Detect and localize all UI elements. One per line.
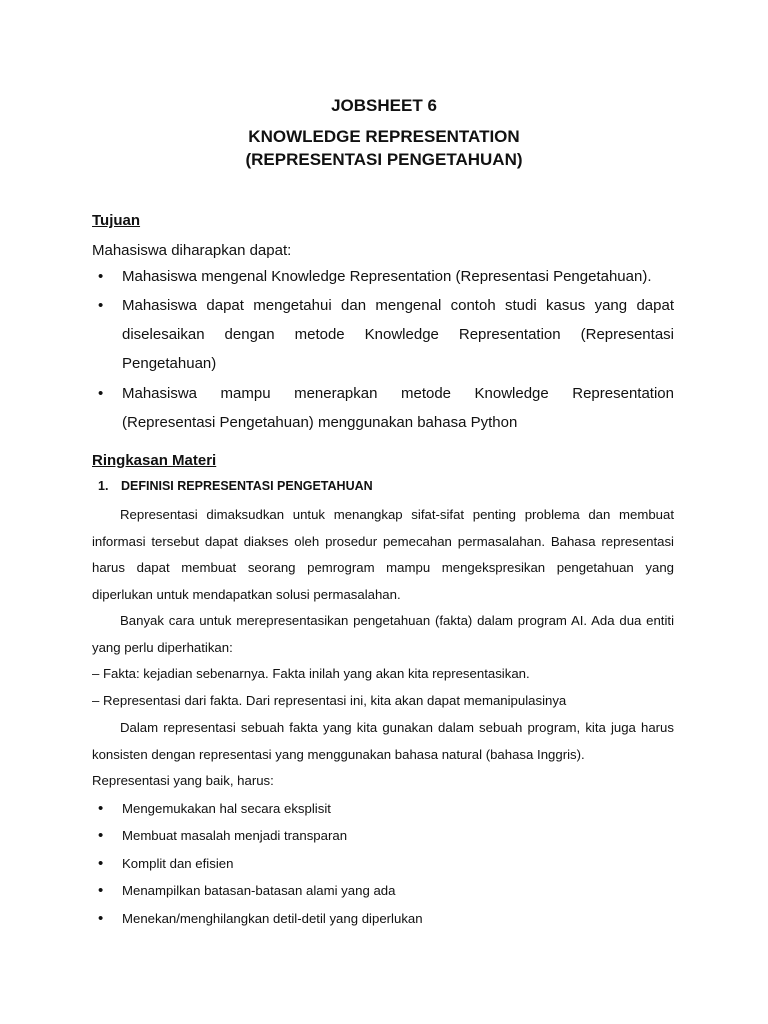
bullet-icon: • (98, 800, 104, 817)
bullet-text: Menekan/menghilangkan detil-detil yang diperlukan (122, 911, 423, 926)
paragraph-konsisten: Dalam representasi sebuah fakta yang kita gunakan dalam sebuah program, kita juga harus konsisten dengan representasi yang menggunakan bahasa natural (bahasa Inggris). (92, 720, 674, 762)
criteria-bullet-3 (92, 851, 674, 877)
bullet-icon: • (98, 910, 104, 927)
bullet-text: Mahasiswa mengenal Knowledge Representation (Representasi Pengetahuan). (122, 268, 652, 285)
section-title: DEFINISI REPRESENTASI PENGETAHUAN (121, 479, 373, 493)
bullet-text: Mahasiswa mampu menerapkan metode Knowledge Representation (Representasi Pengetahuan) menggunakan bahasa Python (122, 385, 674, 431)
criteria-bullet-4 (92, 878, 674, 904)
tujuan-heading: Tujuan (92, 212, 141, 229)
bullet-icon: • (98, 855, 104, 872)
dash-item-representasi: – Representasi dari fakta. Dari representasi ini, kita akan dapat memanipulasinya (92, 693, 567, 708)
bullet-icon: • (98, 882, 104, 899)
doc-subtitle: KNOWLEDGE REPRESENTATION (248, 127, 520, 146)
tujuan-bullet-1 (92, 262, 674, 291)
bullet-text: Menampilkan batasan-batasan alami yang ada (122, 883, 396, 898)
bullet-icon: • (98, 297, 104, 314)
dash-item-fakta: – Fakta: kejadian sebenarnya. Fakta inilah yang akan kita representasikan. (92, 666, 530, 681)
bullet-icon: • (98, 827, 104, 844)
criteria-bullet-2 (92, 823, 674, 849)
paragraph-banyak-cara: Banyak cara untuk merepresentasikan pengetahuan (fakta) dalam program AI. Ada dua entiti yang perlu diperhatikan: (92, 613, 674, 655)
tujuan-intro: Mahasiswa diharapkan dapat: (92, 242, 292, 259)
ringkasan-heading: Ringkasan Materi (92, 452, 217, 469)
section-number: 1. (98, 479, 109, 493)
doc-title: JOBSHEET 6 (331, 96, 437, 115)
bullet-text: Komplit dan efisien (122, 856, 234, 871)
bullet-text: Mahasiswa dapat mengetahui dan mengenal contoh studi kasus yang dapat diselesaikan dengan metode Knowledge Representation (Representasi Pengetahuan) (122, 297, 674, 372)
tujuan-bullet-2 (92, 291, 674, 378)
doc-subtitle-translation: (REPRESENTASI PENGETAHUAN) (245, 150, 523, 169)
tujuan-bullet-3 (92, 379, 674, 437)
bullet-icon: • (98, 268, 104, 285)
bullet-text: Membuat masalah menjadi transparan (122, 828, 348, 843)
bullet-icon: • (98, 385, 104, 402)
criteria-bullet-5 (92, 906, 674, 932)
criteria-bullet-1 (92, 796, 674, 822)
paragraph-definisi: Representasi dimaksudkan untuk menangkap sifat-sifat penting problema dan membuat informasi tersebut dapat diakses oleh prosedur pemecahan permasalahan. Bahasa representasi harus dapat membuat seorang pemrogram mampu mengekspresikan pengetahuan yang diperlukan untuk mendapatkan solusi permasalahan. (92, 507, 674, 602)
paragraph-representasi-baik: Representasi yang baik, harus: (92, 773, 274, 788)
bullet-text: Mengemukakan hal secara eksplisit (122, 801, 331, 816)
